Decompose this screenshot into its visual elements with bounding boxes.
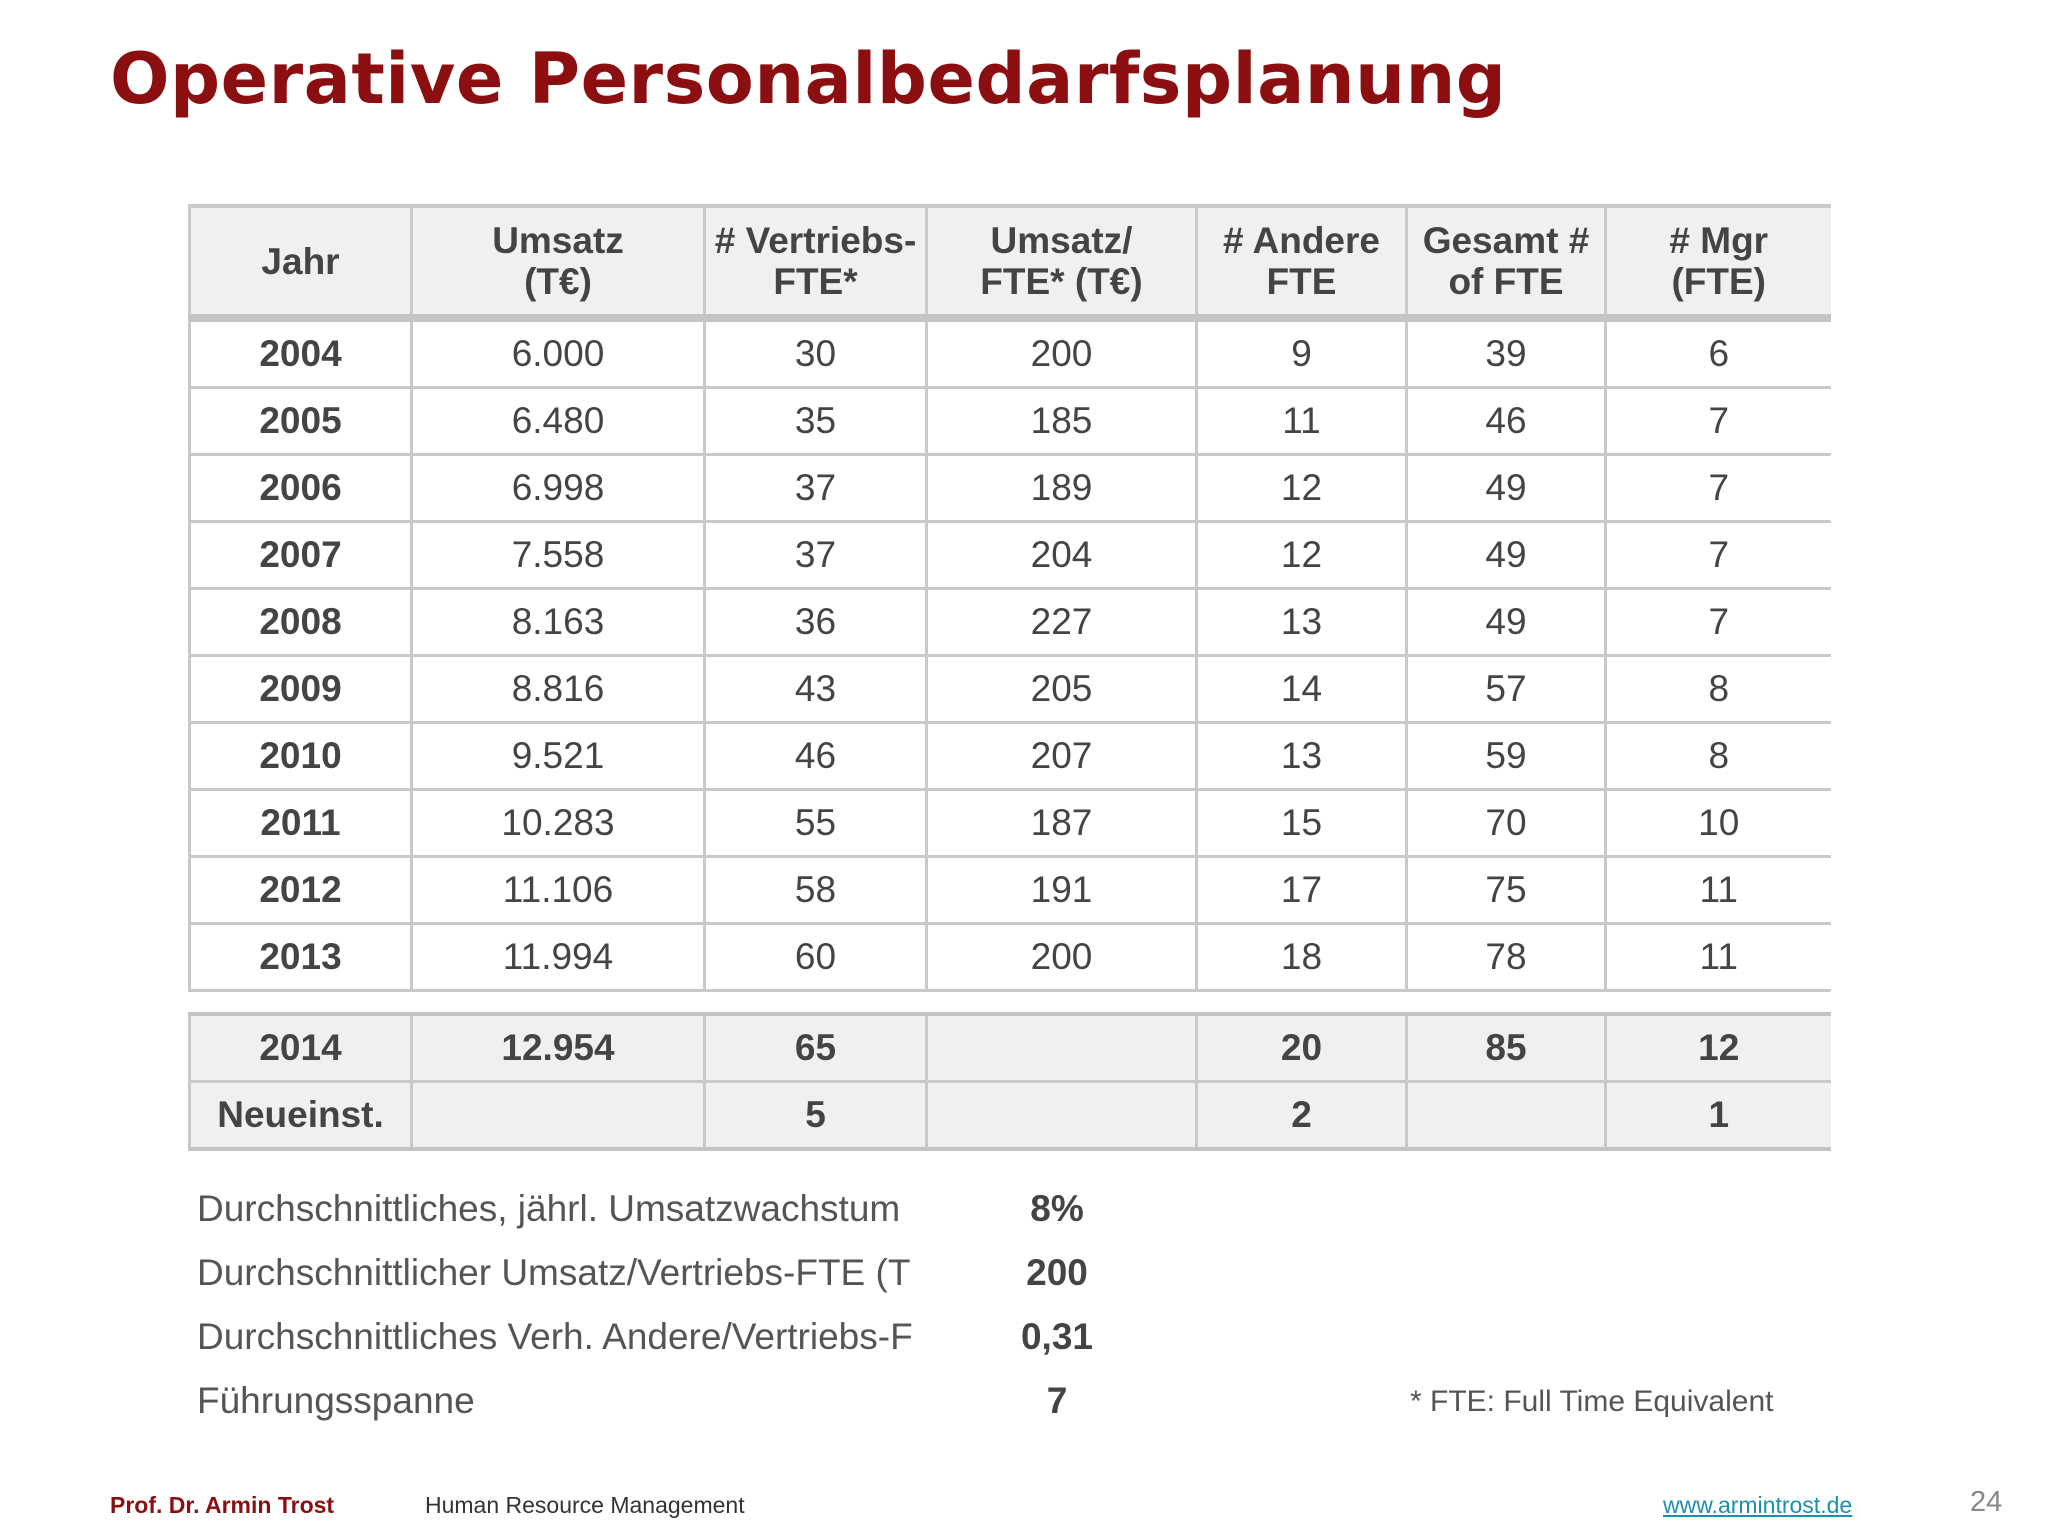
cell-gesamt-fte: 46 [1407,388,1606,455]
cell-andere-fte: 17 [1197,857,1407,924]
cell-umsatz: 8.163 [412,589,705,656]
cell-vertriebs-fte: 46 [705,723,927,790]
cell-gesamt-fte [1407,1082,1606,1150]
cell-vertriebs-fte: 37 [705,522,927,589]
cell-vertriebs-fte: 30 [705,318,927,388]
header-vertriebs-fte: # Vertriebs- FTE* [705,206,927,318]
cell-umsatz-per-fte: 185 [927,388,1197,455]
cell-vertriebs-fte: 37 [705,455,927,522]
cell-year: 2005 [190,388,412,455]
cell-mgr-fte: 6 [1606,318,1831,388]
page-number: 24 [1970,1486,2003,1518]
table-row [190,388,1831,455]
table-row [190,723,1831,790]
cell-andere-fte: 12 [1197,455,1407,522]
cell-andere-fte: 15 [1197,790,1407,857]
cell-mgr-fte: 11 [1606,857,1831,924]
stat-value: 8% [1030,1188,1084,1229]
stat-label: Durchschnittliches Verh. Andere/Vertriebs-F [197,1316,913,1357]
cell-andere-fte: 13 [1197,589,1407,656]
cell-year: 2009 [190,656,412,723]
stat-label: Durchschnittliches, jährl. Umsatzwachstum [197,1188,901,1229]
cell-mgr-fte: 1 [1606,1082,1831,1150]
cell-year: 2010 [190,723,412,790]
cell-mgr-fte: 8 [1606,656,1831,723]
cell-vertriebs-fte: 60 [705,924,927,991]
cell-umsatz-per-fte: 191 [927,857,1197,924]
cell-vertriebs-fte: 35 [705,388,927,455]
cell-umsatz-per-fte: 189 [927,455,1197,522]
header-umsatz: Umsatz (T€) [412,206,705,318]
cell-year: 2013 [190,924,412,991]
stat-row-ratio [197,1308,1097,1372]
cell-gesamt-fte: 49 [1407,589,1606,656]
cell-andere-fte: 20 [1197,1014,1407,1082]
cell-gesamt-fte: 39 [1407,318,1606,388]
cell-year: 2014 [190,1014,412,1082]
cell-year: 2011 [190,790,412,857]
table-row [190,790,1831,857]
cell-vertriebs-fte: 65 [705,1014,927,1082]
cell-andere-fte: 18 [1197,924,1407,991]
cell-mgr-fte: 10 [1606,790,1831,857]
header-jahr: Jahr [190,206,412,318]
stat-value: 0,31 [1020,1316,1093,1357]
cell-mgr-fte: 7 [1606,388,1831,455]
cell-umsatz: 6.998 [412,455,705,522]
cell-andere-fte: 14 [1197,656,1407,723]
cell-umsatz [412,1082,705,1150]
stat-row-span-of-control [197,1372,1097,1436]
cell-umsatz-per-fte: 205 [927,656,1197,723]
cell-year: 2008 [190,589,412,656]
cell-vertriebs-fte: 36 [705,589,927,656]
stat-row-growth [197,1180,1097,1244]
stat-value: 200 [1026,1252,1088,1293]
footer-author: Prof. Dr. Armin Trost [110,1492,335,1518]
cell-umsatz-per-fte: 200 [927,924,1197,991]
cell-umsatz-per-fte [927,1082,1197,1150]
cell-umsatz: 11.994 [412,924,705,991]
cell-vertriebs-fte: 55 [705,790,927,857]
fte-footnote: * FTE: Full Time Equivalent [1410,1385,1774,1418]
cell-mgr-fte: 12 [1606,1014,1831,1082]
cell-gesamt-fte: 49 [1407,455,1606,522]
stat-label: Führungsspanne [197,1380,475,1421]
cell-gesamt-fte: 59 [1407,723,1606,790]
header-umsatz-per-fte: Umsatz/ FTE* (T€) [927,206,1197,318]
cell-vertriebs-fte: 43 [705,656,927,723]
stat-row-revenue-per-fte [197,1244,1097,1308]
cell-year: 2006 [190,455,412,522]
personnel-planning-table [188,204,1831,1151]
table-row [190,318,1831,388]
table-row [190,924,1831,991]
header-mgr-fte: # Mgr (FTE) [1606,206,1831,318]
cell-umsatz: 6.480 [412,388,705,455]
cell-umsatz: 11.106 [412,857,705,924]
cell-umsatz: 12.954 [412,1014,705,1082]
table-row [190,522,1831,589]
cell-vertriebs-fte: 58 [705,857,927,924]
cell-umsatz-per-fte: 200 [927,318,1197,388]
cell-gesamt-fte: 85 [1407,1014,1606,1082]
cell-gesamt-fte: 78 [1407,924,1606,991]
cell-year: Neueinst. [190,1082,412,1150]
cell-mgr-fte: 8 [1606,723,1831,790]
cell-gesamt-fte: 49 [1407,522,1606,589]
cell-mgr-fte: 7 [1606,589,1831,656]
cell-umsatz: 10.283 [412,790,705,857]
stat-label: Durchschnittlicher Umsatz/Vertriebs-FTE (T [197,1252,911,1293]
cell-umsatz: 6.000 [412,318,705,388]
cell-umsatz: 8.816 [412,656,705,723]
table-row [190,589,1831,656]
cell-mgr-fte: 7 [1606,455,1831,522]
table-header-row [190,206,1831,318]
cell-umsatz-per-fte: 207 [927,723,1197,790]
cell-mgr-fte: 11 [1606,924,1831,991]
cell-umsatz-per-fte [927,1014,1197,1082]
footer-course: Human Resource Management [425,1492,745,1518]
cell-gesamt-fte: 75 [1407,857,1606,924]
header-gesamt-fte: Gesamt # of FTE [1407,206,1606,318]
cell-gesamt-fte: 70 [1407,790,1606,857]
cell-umsatz: 9.521 [412,723,705,790]
table-gap [190,991,1831,1015]
cell-umsatz-per-fte: 204 [927,522,1197,589]
cell-vertriebs-fte: 5 [705,1082,927,1150]
cell-andere-fte: 13 [1197,723,1407,790]
slide-title: Operative Personalbedarfsplanung [110,38,1507,120]
cell-umsatz-per-fte: 187 [927,790,1197,857]
summary-row-neueinst [190,1082,1831,1150]
footer-website-link[interactable]: www.armintrost.de [1663,1492,1853,1518]
table-row [190,455,1831,522]
cell-andere-fte: 12 [1197,522,1407,589]
summary-row-2014 [190,1014,1831,1082]
cell-year: 2012 [190,857,412,924]
header-andere-fte: # Andere FTE [1197,206,1407,318]
cell-andere-fte: 2 [1197,1082,1407,1150]
cell-mgr-fte: 7 [1606,522,1831,589]
cell-year: 2004 [190,318,412,388]
table-row [190,656,1831,723]
cell-year: 2007 [190,522,412,589]
stats-list [197,1180,1097,1436]
cell-andere-fte: 11 [1197,388,1407,455]
cell-gesamt-fte: 57 [1407,656,1606,723]
cell-umsatz: 7.558 [412,522,705,589]
stat-value: 7 [1046,1380,1068,1421]
table-row [190,857,1831,924]
cell-andere-fte: 9 [1197,318,1407,388]
cell-umsatz-per-fte: 227 [927,589,1197,656]
